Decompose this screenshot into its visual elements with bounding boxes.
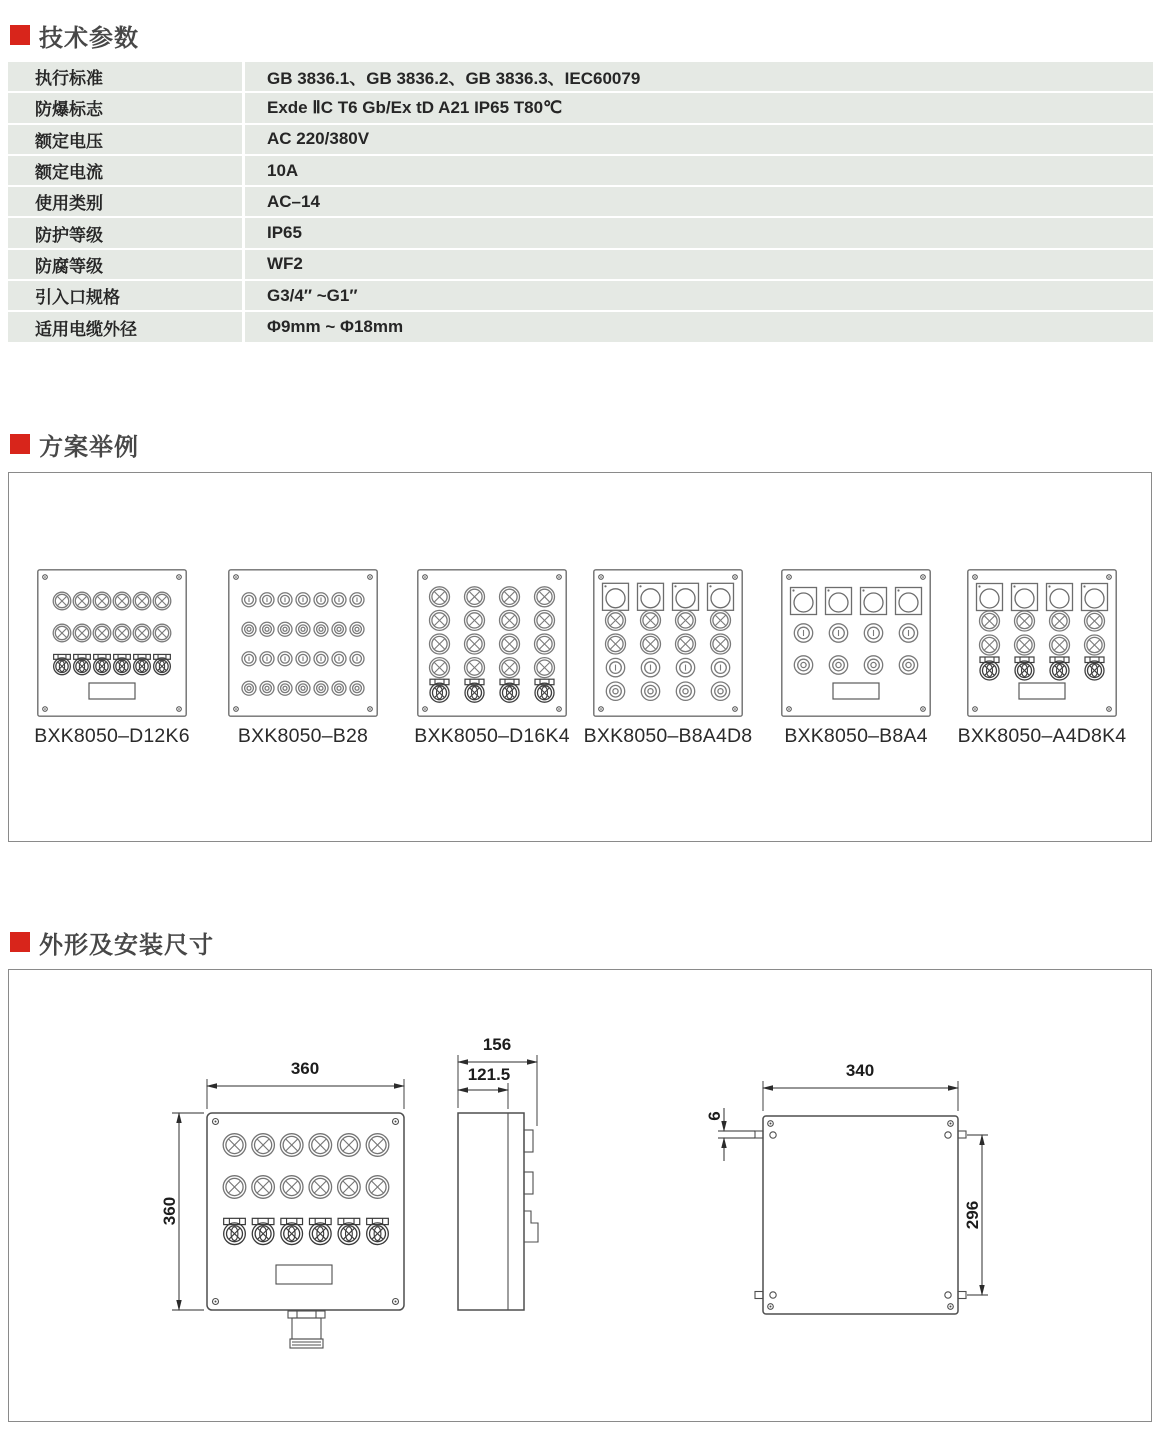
scheme-panel-diagram	[37, 569, 187, 717]
spec-label: 额定电压	[8, 125, 245, 154]
spec-value: IP65	[267, 223, 302, 243]
panel-face-drawing	[593, 569, 743, 717]
scheme-panel-diagram	[417, 569, 567, 717]
panel-model-label: BXK8050–B8A4	[784, 725, 928, 747]
mounting-hole	[770, 1292, 776, 1298]
panel-face-drawing	[781, 569, 931, 717]
spec-row	[8, 156, 1153, 187]
cable-gland	[288, 1311, 325, 1348]
spec-row	[8, 312, 1153, 343]
spec-label: 防护等级	[8, 218, 245, 247]
front-view	[160, 1059, 404, 1348]
panel-model-label: BXK8050–B28	[237, 725, 369, 747]
panel-face-drawing	[967, 569, 1117, 717]
selector-knob-icons	[224, 1218, 389, 1244]
section-dimensions-title: 外形及安装尺寸	[39, 931, 214, 959]
spec-value: GB 3836.1、GB 3836.2、GB 3836.3、IEC60079	[267, 69, 641, 89]
spec-value: Exde ⅡC T6 Gb/Ex tD A21 IP65 T80℃	[267, 97, 563, 117]
dimensions-frame	[8, 969, 1152, 1422]
spec-value: AC–14	[267, 191, 320, 211]
spec-row	[8, 281, 1153, 312]
mounting-hole	[770, 1132, 776, 1138]
spec-label: 使用类别	[8, 187, 245, 216]
panel-model-label: BXK8050–D12K6	[34, 725, 190, 747]
panel-model-label: BXK8050–B8A4D8	[583, 725, 753, 747]
spec-row	[8, 125, 1153, 156]
spec-row	[8, 250, 1153, 281]
spec-label: 防爆标志	[8, 93, 245, 122]
spec-label: 适用电缆外径	[8, 312, 245, 341]
section-schemes-header	[10, 431, 139, 461]
nameplate-window	[276, 1265, 332, 1284]
spec-row	[8, 218, 1153, 249]
side-view	[458, 1035, 538, 1310]
mounting-hole	[945, 1292, 951, 1298]
back-lug-dim-label: 6	[705, 1111, 724, 1121]
panel-face-drawing	[417, 569, 567, 717]
side-body-depth-dim-label: 121.5	[467, 1065, 511, 1084]
spec-table	[8, 62, 1153, 344]
section-specs-title: 技术参数	[39, 24, 139, 52]
back-width-dim-label: 340	[845, 1061, 875, 1080]
front-width-dim-label: 360	[290, 1059, 320, 1078]
red-square-icon	[10, 434, 30, 454]
indicator-lamp-icons	[223, 1134, 389, 1199]
mounting-lug	[755, 1292, 763, 1299]
spec-row	[8, 93, 1153, 124]
panel-model-label: BXK8050–D16K4	[414, 725, 570, 747]
spec-label: 额定电流	[8, 156, 245, 185]
back-height-dim-label: 296	[963, 1200, 982, 1230]
spec-value: Φ9mm ~ Φ18mm	[267, 317, 404, 337]
red-square-icon	[10, 25, 30, 45]
front-height-dim-label: 360	[160, 1196, 179, 1226]
red-square-icon	[10, 932, 30, 952]
spec-value: 10A	[267, 160, 299, 180]
spec-row	[8, 62, 1153, 93]
mounting-lug	[755, 1131, 763, 1138]
scheme-panel-diagram	[967, 569, 1117, 717]
section-schemes-title: 方案举例	[39, 433, 139, 461]
spec-label: 引入口规格	[8, 281, 245, 310]
spec-label: 执行标准	[8, 62, 245, 91]
mounting-lug	[958, 1292, 966, 1299]
section-dimensions-header	[10, 929, 214, 959]
mounting-lug	[958, 1131, 966, 1138]
section-specs-header	[10, 22, 139, 52]
dimensions-drawing	[9, 970, 1151, 1421]
scheme-examples-frame	[8, 472, 1152, 842]
scheme-panel-diagram	[781, 569, 931, 717]
spec-label: 防腐等级	[8, 250, 245, 279]
scheme-panel-diagram	[593, 569, 743, 717]
spec-value: WF2	[267, 254, 303, 274]
mounting-hole	[945, 1132, 951, 1138]
panel-face-drawing	[37, 569, 187, 717]
side-overall-depth-dim-label: 156	[482, 1035, 512, 1054]
back-view	[705, 1061, 988, 1314]
spec-value: G3/4″ ~G1″	[267, 285, 358, 305]
spec-row	[8, 187, 1153, 218]
scheme-panel-diagram	[228, 569, 378, 717]
panel-model-label: BXK8050–A4D8K4	[957, 725, 1127, 747]
panel-face-drawing	[228, 569, 378, 717]
spec-value: AC 220/380V	[267, 129, 370, 149]
